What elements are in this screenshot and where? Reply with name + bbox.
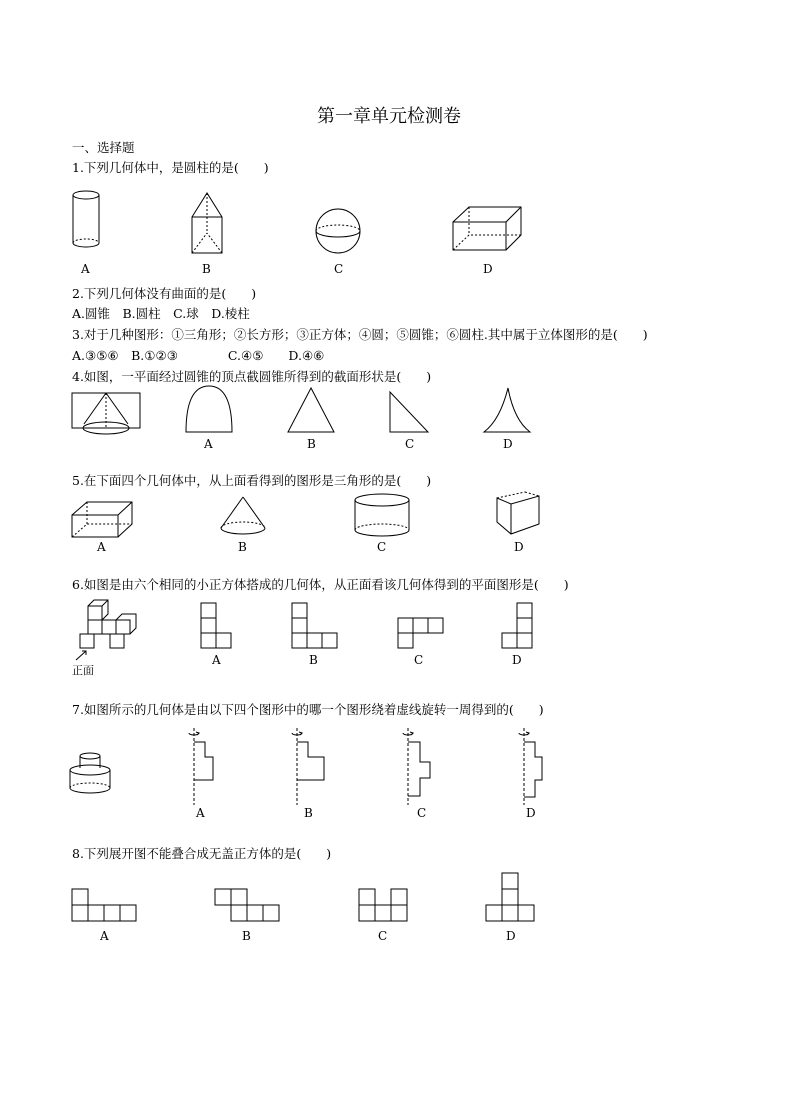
q8-option-b-figure: [215, 889, 279, 921]
section-heading: 一、选择题: [72, 140, 135, 155]
question-8: 8.下列展开图不能叠合成无盖正方体的是( ): [72, 846, 332, 861]
q8-option-c-figure: [359, 889, 407, 921]
q5-label-c: C: [377, 540, 387, 554]
q8-label-b: B: [242, 929, 251, 943]
q7-label-a: A: [196, 806, 205, 820]
q6-label-a: A: [212, 653, 221, 667]
question-3: 3.对于几种图形：①三角形；②长方形；③正方体；④圆；⑤圆锥；⑥圆柱.其中属于立体图形的是( ): [72, 327, 648, 342]
q1-label-a: A: [81, 262, 90, 276]
question-3-options: A.③⑤⑥ B.①②③ C.④⑤ D.④⑥: [72, 348, 325, 363]
q8-option-a-figure: [72, 889, 136, 921]
q5-label-b: B: [238, 540, 247, 554]
question-1: 1.下列几何体中，是圆柱的是( ): [72, 160, 269, 175]
question-5: 5.在下面四个几何体中，从上面看得到的图形是三角形的是( ): [72, 473, 432, 488]
q6-label-c: C: [414, 653, 424, 667]
q4-label-b: B: [307, 437, 316, 451]
q6-label-d: D: [512, 653, 522, 667]
q5-label-a: A: [97, 540, 106, 554]
q1-label-c: C: [334, 262, 344, 276]
q8-label-d: D: [506, 929, 516, 943]
question-2: 2.下列几何体没有曲面的是( ): [72, 286, 257, 301]
q5-label-d: D: [514, 540, 524, 554]
q6-label-b: B: [309, 653, 318, 667]
q1-label-b: B: [202, 262, 211, 276]
q6-front-label: 正面: [72, 664, 94, 677]
q4-label-c: C: [405, 437, 415, 451]
q4-label-d: D: [503, 437, 513, 451]
q8-option-d-figure: [486, 873, 534, 921]
question-6: 6.如图是由六个相同的小正方体搭成的几何体，从正面看该几何体得到的平面图形是( ): [72, 577, 569, 592]
question-4: 4.如图，一平面经过圆锥的顶点截圆锥所得到的截面形状是( ): [72, 369, 432, 384]
q7-label-d: D: [526, 806, 536, 820]
page-title: 第一章单元检测卷: [317, 106, 461, 127]
q8-label-a: A: [100, 929, 109, 943]
q4-label-a: A: [204, 437, 213, 451]
q1-label-d: D: [483, 262, 493, 276]
question-2-options: A.圆锥 B.圆柱 C.球 D.棱柱: [72, 306, 250, 321]
q7-label-b: B: [304, 806, 313, 820]
question-7: 7.如图所示的几何体是由以下四个图形中的哪一个图形绕着虚线旋转一周得到的( ): [72, 702, 544, 717]
q8-label-c: C: [378, 929, 388, 943]
q7-label-c: C: [417, 806, 427, 820]
